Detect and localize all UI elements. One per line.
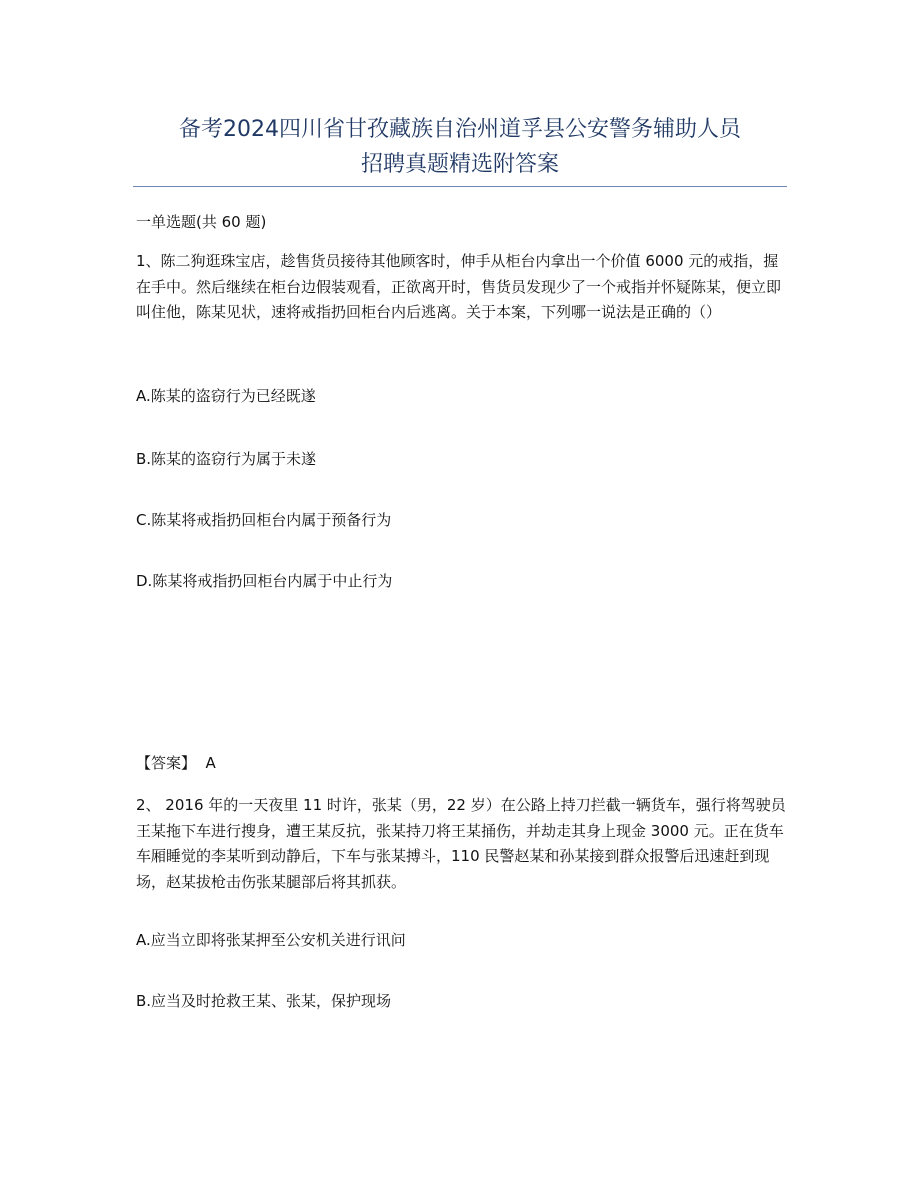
question-1-option-b: B.陈某的盗窃行为属于未遂 <box>136 450 317 468</box>
question-2-option-b: B.应当及时抢救王某、张某，保护现场 <box>136 992 392 1010</box>
title-line-2: 招聘真题精选附答案 <box>360 152 559 177</box>
question-1-stem: 1、陈二狗逛珠宝店，趁售货员接待其他顾客时，伸手从柜台内拿出一个价值 6000 元的戒指，握在手中。然后继续在柜台边假装观看，正欲离开时，售货员发现少了一个戒指并怀疑陈某，便立即叫住他，陈某见状，速将戒指扔回柜台内后逃离。关于本案，下列哪一说法是正确的（） <box>136 252 782 321</box>
question-1-answer: 【答案】 A <box>136 754 216 772</box>
question-1-option-c: C.陈某将戒指扔回柜台内属于预备行为 <box>136 511 392 529</box>
document-title <box>133 112 787 182</box>
question-2-stem: 2、 2016 年的一天夜里 11 时许，张某（男，22 岁）在公路上持刀拦截一辆货车，强行将驾驶员王某拖下车进行搜身，遭王某反抗，张某持刀将王某捅伤，并劫走其身上现金 3000 元。正在货车车厢睡觉的李某听到动静后，下车与张某搏斗，110 民警赵某和孙某接到群众报警后迅速赶到现场，赵某拔枪击伤张某腿部后将其抓获。 <box>136 796 786 891</box>
question-1-option-d: D.陈某将戒指扔回柜台内属于中止行为 <box>136 572 393 590</box>
section-heading: 一单选题(共 60 题) <box>136 213 267 231</box>
question-1-option-a: A.陈某的盗窃行为已经既遂 <box>136 387 316 405</box>
question-2-option-a: A.应当立即将张某押至公安机关进行讯问 <box>136 931 406 949</box>
title-divider <box>133 186 787 187</box>
title-line-1: 备考2024四川省甘孜藏族自治州道孚县公安警务辅助人员 <box>179 117 741 142</box>
